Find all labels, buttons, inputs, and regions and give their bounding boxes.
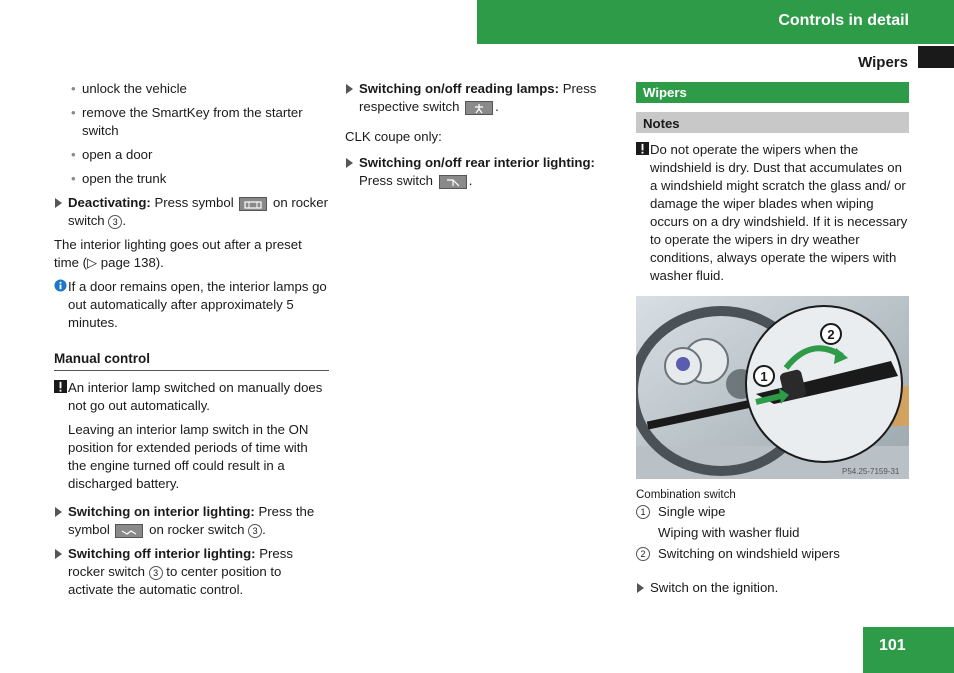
step-text: Press switch: [359, 173, 434, 188]
warning-paragraph: Leaving an interior lamp switch in the ON position for extended periods of time with the engine turned off could result in a discharged battery.: [68, 422, 309, 491]
interior-lamp-off-symbol-icon: [239, 197, 267, 211]
manual-control-heading: Manual control: [54, 350, 329, 371]
photo-legend: [636, 503, 909, 566]
section-tab-marker: [918, 46, 954, 68]
step-text: Press symbol: [154, 195, 234, 210]
step-text: Press respective switch: [359, 81, 597, 114]
switch-number-3: 3: [108, 215, 122, 229]
step-label: Switching on/off reading lamps:: [359, 81, 560, 96]
legend-row: [636, 545, 909, 566]
switch-on-step: [54, 503, 329, 539]
step-label: Switching on interior lighting:: [68, 504, 255, 519]
page-number: 101: [879, 637, 906, 654]
info-icon: [54, 279, 67, 292]
rear-lamp-switch-icon: [439, 175, 467, 189]
legend-number: 1: [636, 505, 650, 519]
switch-number-3: 3: [149, 566, 163, 580]
step-text: .: [495, 99, 499, 114]
step-text: Press the symbol: [68, 504, 315, 537]
step-text: .: [122, 213, 126, 228]
step-label: Switching off interior lighting:: [68, 546, 256, 561]
info-note-text: If a door remains open, the interior lamps go out automatically after approximately 5 minutes.: [68, 279, 327, 330]
photo-code: P54.25-7159-31: [842, 467, 900, 476]
warning-icon: [54, 380, 67, 393]
step-label: Deactivating:: [68, 195, 151, 210]
list-item: • open a door: [54, 146, 329, 164]
legend-row: [636, 503, 909, 524]
legend-number: 2: [636, 547, 650, 561]
photo-caption: Combination switch: [636, 489, 736, 501]
step-text: on rocker switch: [149, 522, 245, 537]
warning-note: [54, 379, 329, 415]
step-text: on rocker switch: [68, 195, 328, 228]
callout-1-label: 1: [760, 369, 768, 384]
reading-lamps-step: [345, 80, 620, 116]
step-text: to center position to activate the automatic control.: [68, 564, 282, 597]
section-title: Wipers: [858, 54, 908, 71]
reading-lamp-switch-icon: [465, 101, 493, 115]
switch-number-3: 3: [248, 524, 262, 538]
step-text: .: [262, 522, 266, 537]
warning-note-text: An interior lamp switched on manually does not go out automatically.: [68, 380, 323, 413]
legend-text: Switching on windshield wipers: [658, 546, 840, 561]
legend-text: Wiping with washer fluid: [658, 525, 800, 540]
info-note: [54, 278, 329, 332]
wipers-heading-bar: Wipers: [636, 82, 909, 103]
switch-off-step: [54, 545, 329, 599]
legend-text: Single wipe: [658, 504, 726, 519]
warning-icon: [636, 142, 649, 155]
column-left: [54, 80, 329, 599]
list-item: • remove the SmartKey from the starter switch: [54, 104, 329, 140]
wipers-warning-note: [636, 141, 909, 285]
rear-lighting-step: [345, 154, 620, 190]
interior-lamp-on-symbol-icon: [115, 524, 143, 538]
column-middle: [345, 80, 620, 190]
step-text: .: [468, 173, 473, 188]
callout-2-label: 2: [827, 327, 835, 342]
column-right: [636, 82, 909, 285]
step-text: Press rocker switch: [68, 546, 293, 579]
step-label: Switching on/off rear interior lighting:: [359, 155, 595, 170]
combination-switch-photo: [636, 296, 909, 479]
legend-row: [636, 524, 909, 545]
list-item: • open the trunk: [54, 170, 329, 188]
chapter-title: Controls in detail: [778, 12, 909, 29]
wipers-warning-text: Do not operate the wipers when the windshield is dry. Dust that accumulates on a windshield might scratch the glass and/ or damage the wiper blades when wiping occurs on a dry windshield. If it is necessary to operate the wipers in dry weather conditions, always operate the wipers with washer fluid.: [650, 142, 908, 283]
notes-heading-bar: Notes: [636, 112, 909, 133]
ignition-step: Switch on the ignition.: [636, 579, 778, 597]
list-item: • unlock the vehicle: [54, 80, 329, 98]
clk-coupe-note: CLK coupe only:: [345, 129, 442, 144]
page-number-box: [863, 627, 954, 673]
deactivating-step: [54, 194, 329, 230]
header-bar: [477, 0, 954, 44]
preset-time-paragraph: The interior lighting goes out after a preset time (▷ page 138).: [54, 237, 302, 270]
